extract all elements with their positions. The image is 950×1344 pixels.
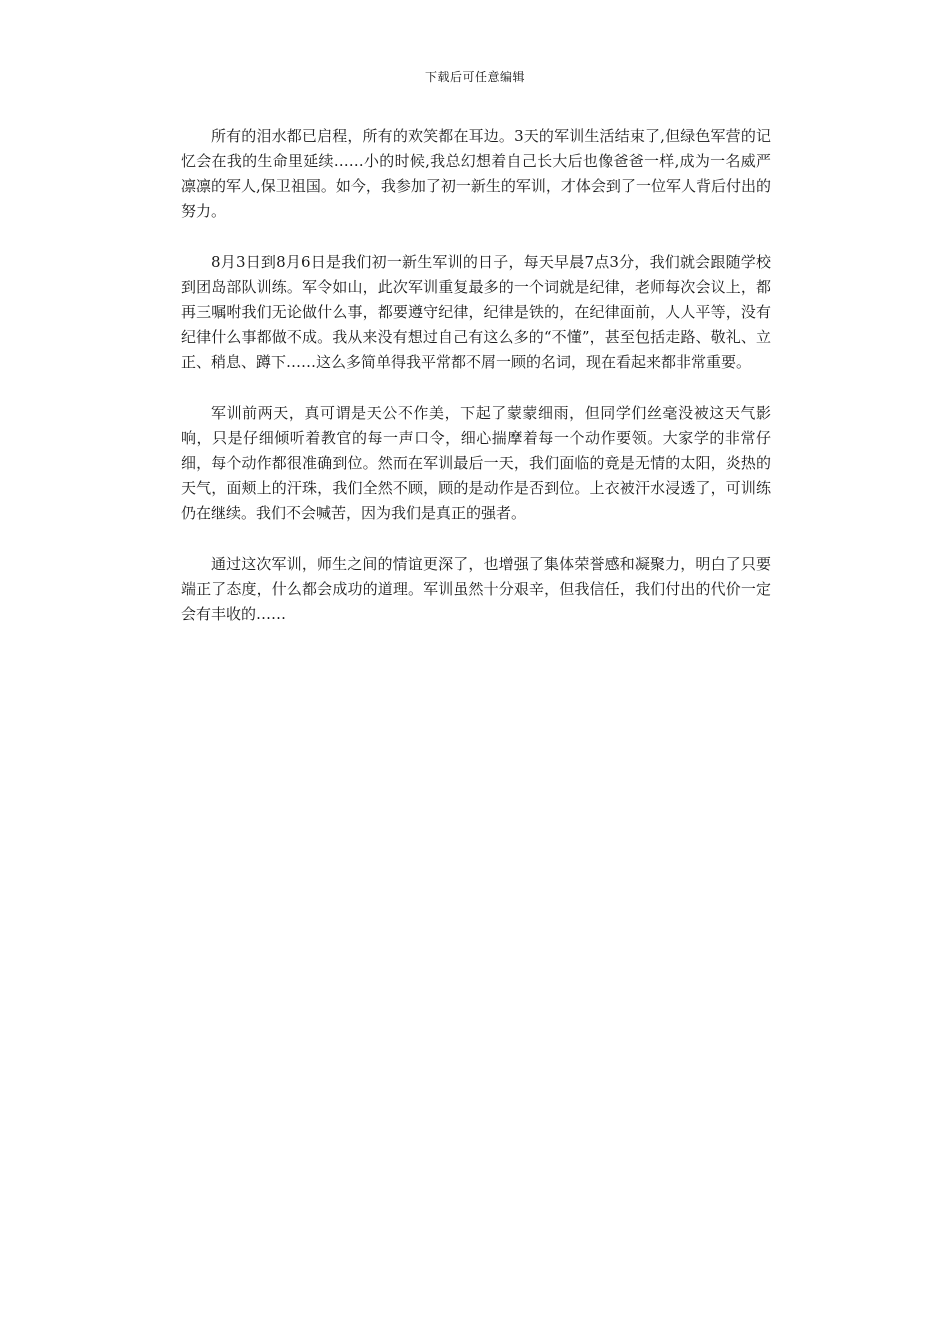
document-body (181, 124, 771, 653)
paragraph-1: 所有的泪水都已启程，所有的欢笑都在耳边。3天的军训生活结束了,但绿色军营的记忆会在我的生命里延续……小的时候,我总幻想着自己长大后也像爸爸一样,成为一名威严凛凛的军人,保卫祖国。如今，我参加了初一新生的军训，才体会到了一位军人背后付出的努力。 (181, 127, 771, 220)
paragraph-2: 8月3日到8月6日是我们初一新生军训的日子，每天早晨7点3分，我们就会跟随学校到团岛部队训练。军令如山，此次军训重复最多的一个词就是纪律，老师每次会议上，都再三嘱咐我们无论做什么事，都要遵守纪律，纪律是铁的，在纪律面前，人人平等，没有纪律什么事都做不成。我从来没有想过自己有这么多的“不懂”，甚至包括走路、敬礼、立正、稍息、蹲下……这么多简单得我平常都不屑一顾的名词，现在看起来都非常重要。 (181, 253, 771, 371)
paragraph-3: 军训前两天，真可谓是天公不作美，下起了蒙蒙细雨，但同学们丝毫没被这天气影响，只是仔细倾听着教官的每一声口令，细心揣摩着每一个动作要领。大家学的非常仔细，每个动作都很准确到位。然而在军训最后一天，我们面临的竟是无情的太阳，炎热的天气，面颊上的汗珠，我们全然不顾，顾的是动作是否到位。上衣被汗水浸透了，可训练仍在继续。我们不会喊苦，因为我们是真正的强者。 (181, 404, 771, 522)
page-header: 下载后可任意编辑 (424, 70, 525, 84)
paragraph-4: 通过这次军训，师生之间的情谊更深了，也增强了集体荣誉感和凝聚力，明白了只要端正了态度，什么都会成功的道理。军训虽然十分艰辛，但我信任，我们付出的代价一定会有丰收的…… (181, 555, 771, 623)
